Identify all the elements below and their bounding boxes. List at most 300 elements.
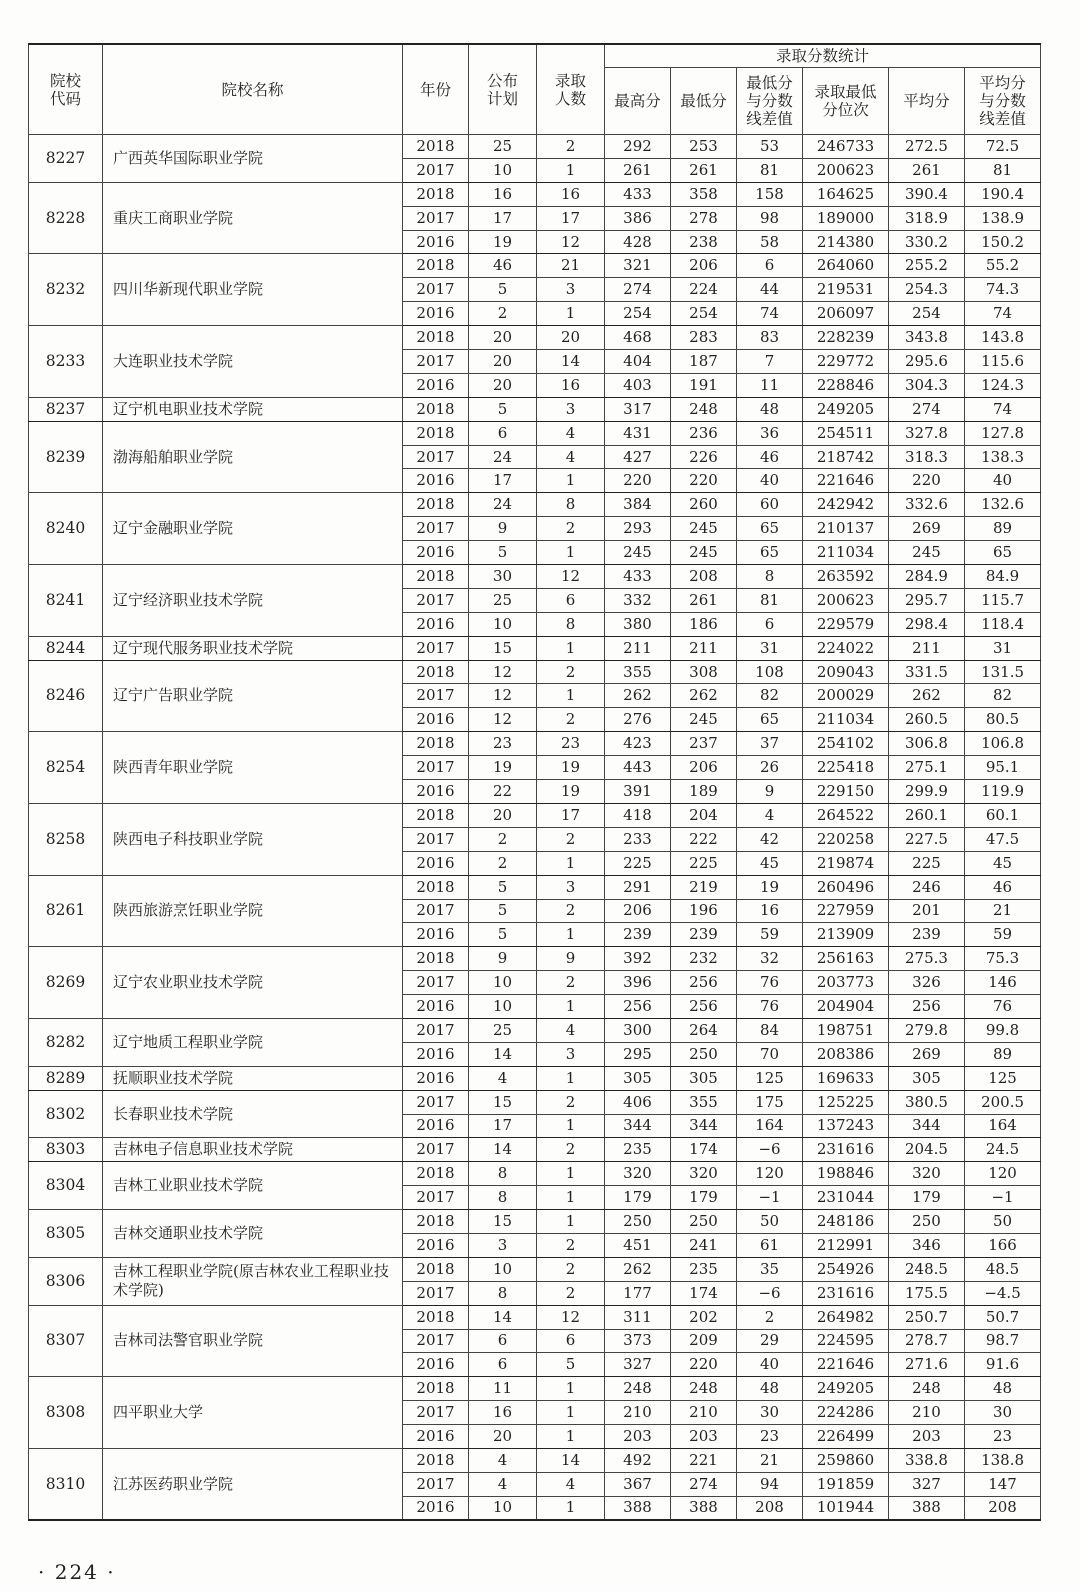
cell-min-diff: 2 [737, 1305, 803, 1329]
cell-enrolled: 23 [537, 732, 605, 756]
cell-year: 2017 [403, 756, 469, 780]
cell-avg-score: 274 [889, 397, 965, 421]
cell-avg-score: 179 [889, 1186, 965, 1210]
cell-avg-score: 318.9 [889, 206, 965, 230]
cell-plan: 12 [469, 684, 537, 708]
cell-year: 2016 [403, 1353, 469, 1377]
cell-year: 2018 [403, 803, 469, 827]
cell-plan: 25 [469, 135, 537, 159]
school-name: 吉林工业职业技术学院 [103, 1162, 403, 1210]
cell-min-score: 232 [671, 947, 737, 971]
cell-avg-diff: 48 [965, 1377, 1041, 1401]
cell-year: 2018 [403, 254, 469, 278]
cell-avg-diff: 166 [965, 1233, 1041, 1257]
cell-min-rank: 137243 [803, 1114, 889, 1138]
cell-year: 2017 [403, 1090, 469, 1114]
cell-avg-diff: 50.7 [965, 1305, 1041, 1329]
cell-avg-diff: 21 [965, 899, 1041, 923]
cell-min-diff: 59 [737, 923, 803, 947]
cell-min-rank: 200623 [803, 588, 889, 612]
cell-avg-score: 203 [889, 1425, 965, 1449]
cell-avg-diff: 48.5 [965, 1257, 1041, 1281]
cell-min-rank: 221646 [803, 469, 889, 493]
cell-min-score: 187 [671, 350, 737, 374]
cell-min-rank: 248186 [803, 1210, 889, 1234]
cell-min-score: 237 [671, 732, 737, 756]
cell-plan: 5 [469, 541, 537, 565]
cell-avg-diff: 138.8 [965, 1448, 1041, 1472]
cell-year: 2017 [403, 517, 469, 541]
cell-avg-diff: 72.5 [965, 135, 1041, 159]
cell-min-diff: 208 [737, 1496, 803, 1520]
cell-min-score: 236 [671, 421, 737, 445]
cell-avg-score: 278.7 [889, 1329, 965, 1353]
cell-avg-diff: 74 [965, 302, 1041, 326]
cell-min-diff: 29 [737, 1329, 803, 1353]
cell-plan: 22 [469, 780, 537, 804]
school-code: 8269 [29, 947, 103, 1019]
cell-max-score: 431 [605, 421, 671, 445]
cell-enrolled: 4 [537, 445, 605, 469]
cell-max-score: 388 [605, 1496, 671, 1520]
cell-enrolled: 2 [537, 899, 605, 923]
cell-enrolled: 9 [537, 947, 605, 971]
cell-max-score: 320 [605, 1162, 671, 1186]
cell-year: 2018 [403, 493, 469, 517]
table-row [29, 1448, 1041, 1472]
cell-max-score: 443 [605, 756, 671, 780]
cell-plan: 2 [469, 827, 537, 851]
cell-max-score: 384 [605, 493, 671, 517]
cell-enrolled: 3 [537, 278, 605, 302]
cell-min-rank: 189000 [803, 206, 889, 230]
cell-min-diff: 48 [737, 397, 803, 421]
cell-year: 2017 [403, 588, 469, 612]
school-code: 8304 [29, 1162, 103, 1210]
cell-plan: 8 [469, 1162, 537, 1186]
cell-min-diff: 61 [737, 1233, 803, 1257]
cell-min-rank: 254102 [803, 732, 889, 756]
cell-min-diff: −6 [737, 1138, 803, 1162]
cell-enrolled: 1 [537, 1496, 605, 1520]
header-code: 院校代码 [29, 44, 103, 135]
cell-enrolled: 8 [537, 612, 605, 636]
cell-min-score: 179 [671, 1186, 737, 1210]
cell-min-rank: 249205 [803, 1377, 889, 1401]
cell-min-score: 221 [671, 1448, 737, 1472]
page-number: · 224 · [38, 1560, 116, 1584]
cell-avg-diff: 98.7 [965, 1329, 1041, 1353]
cell-min-rank: 228846 [803, 373, 889, 397]
cell-min-score: 344 [671, 1114, 737, 1138]
cell-min-rank: 206097 [803, 302, 889, 326]
cell-enrolled: 2 [537, 1233, 605, 1257]
cell-plan: 17 [469, 469, 537, 493]
table-row [29, 182, 1041, 206]
cell-min-diff: 40 [737, 1353, 803, 1377]
cell-min-rank: 211034 [803, 708, 889, 732]
cell-avg-score: 327.8 [889, 421, 965, 445]
table-row [29, 493, 1041, 517]
cell-avg-score: 250.7 [889, 1305, 965, 1329]
cell-min-score: 174 [671, 1281, 737, 1305]
table-row [29, 1377, 1041, 1401]
cell-enrolled: 20 [537, 326, 605, 350]
cell-min-diff: 40 [737, 469, 803, 493]
cell-max-score: 239 [605, 923, 671, 947]
cell-max-score: 406 [605, 1090, 671, 1114]
school-name: 吉林司法警官职业学院 [103, 1305, 403, 1377]
cell-min-score: 222 [671, 827, 737, 851]
cell-year: 2018 [403, 732, 469, 756]
cell-avg-score: 246 [889, 875, 965, 899]
cell-enrolled: 2 [537, 135, 605, 159]
cell-enrolled: 17 [537, 206, 605, 230]
cell-avg-score: 304.3 [889, 373, 965, 397]
cell-min-score: 245 [671, 541, 737, 565]
table-row [29, 1138, 1041, 1162]
cell-max-score: 248 [605, 1377, 671, 1401]
cell-enrolled: 1 [537, 302, 605, 326]
cell-plan: 14 [469, 1305, 537, 1329]
cell-min-rank: 229772 [803, 350, 889, 374]
table-row [29, 1305, 1041, 1329]
cell-avg-score: 201 [889, 899, 965, 923]
cell-avg-score: 306.8 [889, 732, 965, 756]
cell-avg-diff: 23 [965, 1425, 1041, 1449]
cell-max-score: 427 [605, 445, 671, 469]
cell-max-score: 367 [605, 1472, 671, 1496]
cell-enrolled: 3 [537, 397, 605, 421]
cell-year: 2017 [403, 278, 469, 302]
school-code: 8282 [29, 1018, 103, 1066]
cell-plan: 5 [469, 923, 537, 947]
school-name: 江苏医药职业学院 [103, 1448, 403, 1520]
school-name: 辽宁机电职业技术学院 [103, 397, 403, 421]
cell-max-score: 254 [605, 302, 671, 326]
cell-avg-score: 254.3 [889, 278, 965, 302]
cell-max-score: 311 [605, 1305, 671, 1329]
cell-max-score: 233 [605, 827, 671, 851]
cell-min-diff: 108 [737, 660, 803, 684]
cell-max-score: 391 [605, 780, 671, 804]
cell-max-score: 305 [605, 1066, 671, 1090]
cell-avg-score: 330.2 [889, 230, 965, 254]
cell-avg-score: 298.4 [889, 612, 965, 636]
cell-year: 2018 [403, 397, 469, 421]
cell-min-diff: 53 [737, 135, 803, 159]
cell-avg-diff: 59 [965, 923, 1041, 947]
cell-min-diff: 32 [737, 947, 803, 971]
cell-avg-diff: 55.2 [965, 254, 1041, 278]
cell-avg-score: 260.5 [889, 708, 965, 732]
cell-enrolled: 3 [537, 1042, 605, 1066]
table-row [29, 1162, 1041, 1186]
cell-avg-score: 380.5 [889, 1090, 965, 1114]
cell-enrolled: 1 [537, 1210, 605, 1234]
cell-min-rank: 229579 [803, 612, 889, 636]
cell-min-diff: 125 [737, 1066, 803, 1090]
school-name: 抚顺职业技术学院 [103, 1066, 403, 1090]
cell-min-diff: 94 [737, 1472, 803, 1496]
cell-avg-score: 295.7 [889, 588, 965, 612]
school-name: 广西英华国际职业学院 [103, 135, 403, 183]
cell-avg-score: 344 [889, 1114, 965, 1138]
cell-max-score: 423 [605, 732, 671, 756]
cell-year: 2016 [403, 1496, 469, 1520]
header-min-diff: 最低分与分数线差值 [737, 68, 803, 135]
cell-max-score: 203 [605, 1425, 671, 1449]
cell-plan: 6 [469, 1353, 537, 1377]
cell-plan: 4 [469, 1472, 537, 1496]
cell-min-rank: 208386 [803, 1042, 889, 1066]
cell-max-score: 292 [605, 135, 671, 159]
cell-plan: 5 [469, 899, 537, 923]
cell-max-score: 428 [605, 230, 671, 254]
cell-min-diff: 58 [737, 230, 803, 254]
cell-plan: 19 [469, 756, 537, 780]
cell-min-rank: 264060 [803, 254, 889, 278]
cell-min-score: 245 [671, 708, 737, 732]
cell-plan: 16 [469, 182, 537, 206]
cell-year: 2018 [403, 1448, 469, 1472]
cell-max-score: 225 [605, 851, 671, 875]
cell-min-score: 308 [671, 660, 737, 684]
cell-min-diff: 82 [737, 684, 803, 708]
cell-avg-diff: 146 [965, 971, 1041, 995]
cell-avg-diff: 190.4 [965, 182, 1041, 206]
school-code: 8239 [29, 421, 103, 493]
cell-avg-diff: 127.8 [965, 421, 1041, 445]
school-code: 8302 [29, 1090, 103, 1138]
cell-plan: 10 [469, 158, 537, 182]
cell-min-rank: 242942 [803, 493, 889, 517]
school-code: 8258 [29, 803, 103, 875]
header-max-score: 最高分 [605, 68, 671, 135]
cell-year: 2016 [403, 780, 469, 804]
cell-enrolled: 2 [537, 1090, 605, 1114]
cell-year: 2018 [403, 421, 469, 445]
cell-max-score: 295 [605, 1042, 671, 1066]
cell-plan: 20 [469, 373, 537, 397]
cell-enrolled: 1 [537, 1425, 605, 1449]
cell-avg-score: 338.8 [889, 1448, 965, 1472]
school-code: 8241 [29, 565, 103, 637]
cell-min-score: 219 [671, 875, 737, 899]
cell-plan: 8 [469, 1281, 537, 1305]
cell-min-rank: 203773 [803, 971, 889, 995]
cell-min-diff: 76 [737, 995, 803, 1019]
cell-enrolled: 1 [537, 1401, 605, 1425]
cell-max-score: 433 [605, 182, 671, 206]
table-row [29, 636, 1041, 660]
cell-min-rank: 219531 [803, 278, 889, 302]
cell-min-rank: 254511 [803, 421, 889, 445]
cell-min-score: 250 [671, 1042, 737, 1066]
cell-enrolled: 1 [537, 1186, 605, 1210]
cell-min-diff: 175 [737, 1090, 803, 1114]
header-year: 年份 [403, 44, 469, 135]
cell-enrolled: 4 [537, 421, 605, 445]
cell-avg-diff: 200.5 [965, 1090, 1041, 1114]
cell-min-score: 235 [671, 1257, 737, 1281]
cell-min-score: 209 [671, 1329, 737, 1353]
cell-min-rank: 231044 [803, 1186, 889, 1210]
cell-plan: 20 [469, 350, 537, 374]
table-row [29, 1018, 1041, 1042]
cell-max-score: 373 [605, 1329, 671, 1353]
table-row [29, 660, 1041, 684]
cell-max-score: 386 [605, 206, 671, 230]
cell-min-rank: 204904 [803, 995, 889, 1019]
cell-min-score: 238 [671, 230, 737, 254]
cell-avg-diff: 124.3 [965, 373, 1041, 397]
cell-min-diff: 4 [737, 803, 803, 827]
cell-min-rank: 200623 [803, 158, 889, 182]
cell-min-diff: 6 [737, 254, 803, 278]
cell-avg-diff: 132.6 [965, 493, 1041, 517]
cell-avg-score: 248.5 [889, 1257, 965, 1281]
cell-max-score: 468 [605, 326, 671, 350]
cell-avg-score: 327 [889, 1472, 965, 1496]
cell-min-score: 248 [671, 397, 737, 421]
cell-max-score: 220 [605, 469, 671, 493]
cell-avg-diff: −1 [965, 1186, 1041, 1210]
cell-avg-score: 269 [889, 1042, 965, 1066]
cell-year: 2017 [403, 971, 469, 995]
cell-avg-diff: 147 [965, 1472, 1041, 1496]
cell-year: 2018 [403, 565, 469, 589]
cell-min-rank: 260496 [803, 875, 889, 899]
table-row [29, 565, 1041, 589]
cell-min-diff: 60 [737, 493, 803, 517]
cell-enrolled: 2 [537, 660, 605, 684]
cell-min-score: 239 [671, 923, 737, 947]
cell-min-rank: 259860 [803, 1448, 889, 1472]
cell-min-rank: 228239 [803, 326, 889, 350]
cell-min-diff: 19 [737, 875, 803, 899]
cell-year: 2017 [403, 206, 469, 230]
cell-enrolled: 16 [537, 182, 605, 206]
cell-plan: 5 [469, 278, 537, 302]
cell-min-rank: 221646 [803, 1353, 889, 1377]
cell-max-score: 321 [605, 254, 671, 278]
cell-avg-score: 331.5 [889, 660, 965, 684]
cell-avg-diff: 95.1 [965, 756, 1041, 780]
cell-avg-diff: 74.3 [965, 278, 1041, 302]
cell-avg-score: 390.4 [889, 182, 965, 206]
cell-enrolled: 1 [537, 995, 605, 1019]
cell-plan: 23 [469, 732, 537, 756]
cell-min-score: 261 [671, 158, 737, 182]
cell-max-score: 256 [605, 995, 671, 1019]
cell-avg-diff: 65 [965, 541, 1041, 565]
cell-plan: 2 [469, 302, 537, 326]
cell-avg-diff: 74 [965, 397, 1041, 421]
cell-year: 2018 [403, 1210, 469, 1234]
cell-avg-score: 271.6 [889, 1353, 965, 1377]
cell-min-diff: 65 [737, 517, 803, 541]
cell-min-score: 196 [671, 899, 737, 923]
cell-max-score: 210 [605, 1401, 671, 1425]
cell-avg-diff: 50 [965, 1210, 1041, 1234]
cell-year: 2017 [403, 1281, 469, 1305]
cell-min-diff: 37 [737, 732, 803, 756]
cell-year: 2018 [403, 1305, 469, 1329]
cell-min-diff: 74 [737, 302, 803, 326]
cell-min-score: 211 [671, 636, 737, 660]
cell-enrolled: 1 [537, 1066, 605, 1090]
school-name: 辽宁经济职业技术学院 [103, 565, 403, 637]
cell-min-score: 204 [671, 803, 737, 827]
cell-year: 2017 [403, 827, 469, 851]
cell-plan: 19 [469, 230, 537, 254]
cell-max-score: 317 [605, 397, 671, 421]
school-code: 8307 [29, 1305, 103, 1377]
cell-plan: 9 [469, 517, 537, 541]
cell-avg-score: 262 [889, 684, 965, 708]
cell-plan: 46 [469, 254, 537, 278]
cell-min-score: 224 [671, 278, 737, 302]
cell-max-score: 261 [605, 158, 671, 182]
cell-avg-diff: 143.8 [965, 326, 1041, 350]
cell-min-rank: 212991 [803, 1233, 889, 1257]
school-name: 四平职业大学 [103, 1377, 403, 1449]
cell-min-rank: 214380 [803, 230, 889, 254]
cell-avg-diff: 45 [965, 851, 1041, 875]
cell-min-diff: 30 [737, 1401, 803, 1425]
cell-avg-diff: 60.1 [965, 803, 1041, 827]
cell-min-score: 274 [671, 1472, 737, 1496]
cell-min-diff: 35 [737, 1257, 803, 1281]
cell-avg-score: 346 [889, 1233, 965, 1257]
cell-min-diff: 6 [737, 612, 803, 636]
cell-min-rank: 209043 [803, 660, 889, 684]
cell-year: 2016 [403, 1114, 469, 1138]
cell-avg-diff: 81 [965, 158, 1041, 182]
cell-min-diff: 11 [737, 373, 803, 397]
cell-min-diff: 45 [737, 851, 803, 875]
header-stats-group: 录取分数统计 [605, 44, 1041, 68]
cell-min-rank: 227959 [803, 899, 889, 923]
cell-enrolled: 6 [537, 588, 605, 612]
cell-avg-score: 305 [889, 1066, 965, 1090]
cell-avg-score: 275.1 [889, 756, 965, 780]
table-row [29, 875, 1041, 899]
cell-max-score: 293 [605, 517, 671, 541]
school-name: 陕西旅游烹饪职业学院 [103, 875, 403, 947]
admissions-table [28, 43, 1041, 1521]
cell-min-diff: 83 [737, 326, 803, 350]
cell-min-diff: 31 [737, 636, 803, 660]
school-code: 8306 [29, 1257, 103, 1305]
cell-min-score: 256 [671, 971, 737, 995]
cell-avg-diff: 208 [965, 1496, 1041, 1520]
cell-plan: 15 [469, 1090, 537, 1114]
school-code: 8240 [29, 493, 103, 565]
cell-year: 2017 [403, 1186, 469, 1210]
cell-max-score: 262 [605, 1257, 671, 1281]
cell-min-diff: −6 [737, 1281, 803, 1305]
cell-max-score: 276 [605, 708, 671, 732]
cell-avg-score: 275.3 [889, 947, 965, 971]
cell-max-score: 451 [605, 1233, 671, 1257]
cell-avg-score: 299.9 [889, 780, 965, 804]
cell-min-rank: 211034 [803, 541, 889, 565]
cell-plan: 30 [469, 565, 537, 589]
cell-year: 2016 [403, 612, 469, 636]
header-min-rank: 录取最低分位次 [803, 68, 889, 135]
